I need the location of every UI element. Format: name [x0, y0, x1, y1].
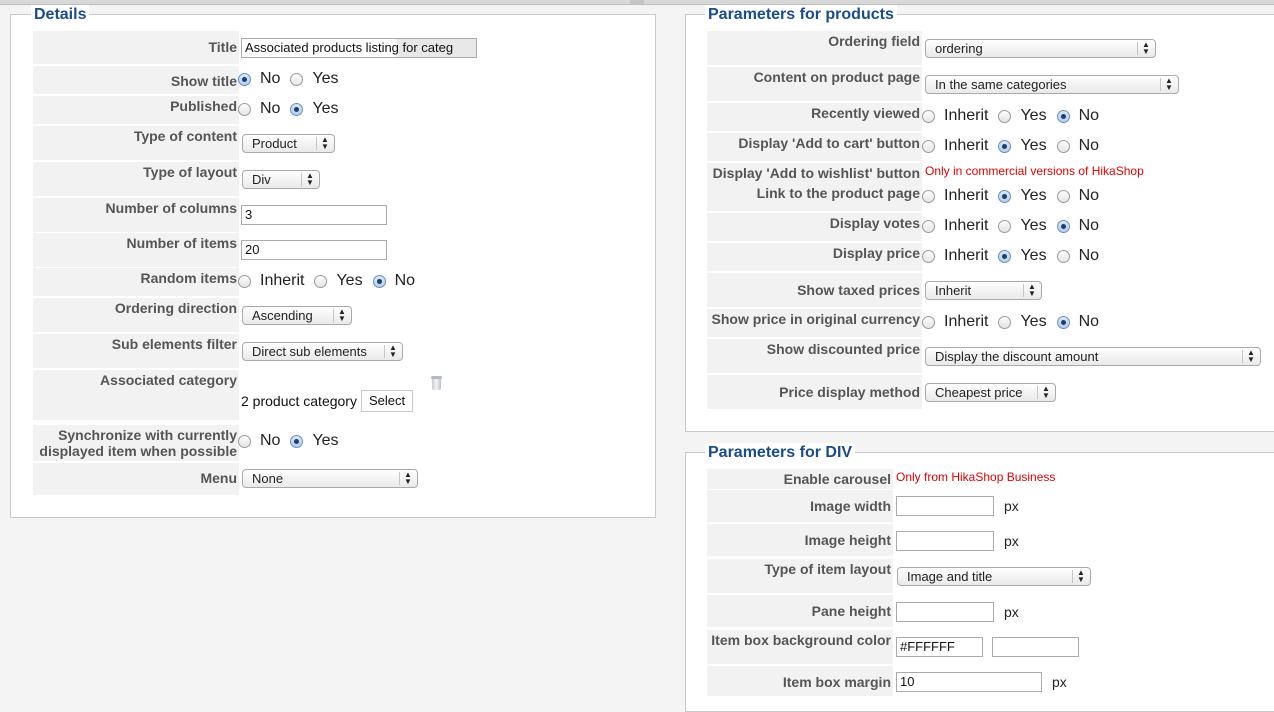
ordering-direction-label: Ordering direction — [33, 298, 239, 332]
sub-elements-filter-value: Direct sub elements — [252, 344, 367, 359]
updown-arrows-icon: ▲ ▼ — [306, 171, 314, 187]
random-items-no-label: No — [394, 272, 416, 289]
associated-category-value: 2 product category — [241, 393, 357, 409]
price-display-method-label: Price display method — [707, 375, 922, 409]
display-votes-yes-radio[interactable] — [998, 220, 1011, 233]
ordering-field-value: ordering — [935, 41, 983, 56]
original-currency-no-label: No — [1078, 313, 1100, 330]
link-to-product-inherit-label: Inherit — [944, 187, 989, 204]
display-price-inherit-radio[interactable] — [922, 250, 935, 263]
recently-viewed-inherit-radio[interactable] — [922, 110, 935, 123]
show-taxed-prices-select[interactable] — [925, 281, 1042, 300]
add-to-cart-yes-radio[interactable] — [998, 140, 1011, 153]
box-margin-label: Item box margin — [707, 666, 893, 696]
title-input[interactable]: Associated products listing for categ — [241, 38, 477, 58]
display-votes-no-radio[interactable] — [1057, 220, 1070, 233]
number-of-items-label: Number of items — [33, 233, 239, 267]
select-category-button[interactable]: Select — [361, 390, 413, 412]
original-currency-yes-radio[interactable] — [998, 316, 1011, 329]
content-on-product-page-label: Content on product page — [707, 67, 922, 101]
content-on-product-page-select[interactable] — [925, 75, 1179, 94]
price-display-method-select[interactable] — [925, 383, 1056, 402]
menu-select[interactable] — [242, 469, 418, 488]
item-layout-select[interactable] — [897, 567, 1091, 586]
random-items-inherit-radio[interactable] — [238, 275, 251, 288]
original-currency-yes-label: Yes — [1020, 313, 1047, 330]
ordering-field-label: Ordering field — [707, 31, 922, 65]
synchronize-yes-label: Yes — [312, 432, 339, 449]
random-items-yes-label: Yes — [336, 272, 363, 289]
synchronize-no-label: No — [260, 432, 281, 449]
wishlist-notice: Only in commercial versions of HikaShop — [925, 164, 1144, 178]
display-votes-no-label: No — [1078, 217, 1100, 234]
ordering-field-select[interactable] — [925, 39, 1156, 58]
original-currency-no-radio[interactable] — [1057, 316, 1070, 329]
add-to-cart-inherit-radio[interactable] — [922, 140, 935, 153]
published-label: Published — [33, 96, 239, 124]
link-to-product-yes-label: Yes — [1020, 187, 1047, 204]
carousel-label: Enable carousel — [707, 469, 893, 489]
updown-arrows-icon: ▲ ▼ — [321, 135, 329, 151]
box-margin-input[interactable]: 10 — [896, 672, 1042, 692]
recently-viewed-inherit-label: Inherit — [944, 107, 989, 124]
box-margin-unit: px — [1052, 674, 1067, 690]
div-panel-title: Parameters for DIV — [705, 443, 855, 463]
link-to-product-inherit-radio[interactable] — [922, 190, 935, 203]
image-width-label: Image width — [707, 490, 893, 522]
trash-icon[interactable] — [431, 375, 442, 390]
pane-height-unit: px — [1004, 604, 1019, 620]
image-height-label: Image height — [707, 524, 893, 556]
box-bg-color-label: Item box background color — [707, 630, 893, 664]
link-to-product-no-label: No — [1078, 187, 1100, 204]
add-to-cart-yes-label: Yes — [1020, 137, 1047, 154]
item-layout-label: Type of item layout — [707, 559, 893, 593]
updown-arrows-icon: ▲ ▼ — [1077, 568, 1085, 584]
window-top-bar — [0, 0, 1274, 5]
add-to-cart-no-radio[interactable] — [1057, 140, 1070, 153]
add-to-cart-label: Display 'Add to cart' button — [707, 133, 922, 161]
associated-category-label: Associated category — [33, 370, 239, 420]
random-items-no-radio[interactable] — [373, 275, 386, 288]
details-panel-title: Details — [31, 5, 89, 25]
show-title-no-label: No — [260, 70, 281, 87]
synchronize-yes-radio[interactable] — [290, 435, 303, 448]
number-of-columns-label: Number of columns — [33, 198, 239, 232]
display-votes-inherit-label: Inherit — [944, 217, 989, 234]
number-of-items-input[interactable]: 20 — [241, 240, 387, 260]
display-price-yes-radio[interactable] — [998, 250, 1011, 263]
link-to-product-no-radio[interactable] — [1057, 190, 1070, 203]
recently-viewed-label: Recently viewed — [707, 103, 922, 131]
updown-arrows-icon: ▲ ▼ — [1042, 384, 1050, 400]
type-of-content-label: Type of content — [33, 126, 239, 160]
show-taxed-prices-value: Inherit — [935, 283, 972, 298]
recently-viewed-yes-radio[interactable] — [998, 110, 1011, 123]
show-title-label: Show title — [33, 66, 239, 94]
pane-height-label: Pane height — [707, 595, 893, 627]
add-to-cart-no-label: No — [1078, 137, 1100, 154]
ordering-direction-select[interactable] — [242, 306, 352, 325]
image-width-input[interactable] — [896, 496, 994, 516]
type-of-layout-label: Type of layout — [33, 162, 239, 196]
updown-arrows-icon: ▲ ▼ — [1028, 282, 1036, 298]
display-price-no-label: No — [1078, 247, 1100, 264]
published-no-label: No — [260, 100, 281, 117]
display-price-inherit-label: Inherit — [944, 247, 989, 264]
type-of-content-select[interactable] — [242, 134, 335, 153]
original-currency-inherit-radio[interactable] — [922, 316, 935, 329]
original-currency-label: Show price in original currency — [707, 309, 922, 337]
products-panel-title: Parameters for products — [705, 5, 897, 25]
updown-arrows-icon: ▲ ▼ — [1142, 40, 1150, 56]
show-title-yes-label: Yes — [312, 70, 339, 87]
discounted-price-value: Display the discount amount — [935, 349, 1099, 364]
synchronize-no-radio[interactable] — [238, 435, 251, 448]
recently-viewed-yes-label: Yes — [1020, 107, 1047, 124]
random-items-label: Random items — [33, 268, 239, 296]
title-label: Title — [33, 31, 239, 64]
display-votes-label: Display votes — [707, 213, 922, 241]
original-currency-inherit-label: Inherit — [944, 313, 989, 330]
updown-arrows-icon: ▲ ▼ — [389, 343, 397, 359]
ordering-direction-value: Ascending — [252, 308, 313, 323]
updown-arrows-icon: ▲ ▼ — [1165, 76, 1173, 92]
box-bg-color-picker[interactable] — [992, 637, 1079, 657]
discounted-price-label: Show discounted price — [707, 339, 922, 373]
display-price-no-radio[interactable] — [1057, 250, 1070, 263]
content-on-product-page-value: In the same categories — [935, 77, 1067, 92]
show-title-no-radio[interactable] — [238, 73, 251, 86]
updown-arrows-icon: ▲ ▼ — [404, 470, 412, 486]
add-to-cart-inherit-label: Inherit — [944, 137, 989, 154]
show-title-yes-radio[interactable] — [290, 73, 303, 86]
menu-label: Menu — [33, 463, 239, 495]
type-of-layout-value: Div — [252, 172, 271, 187]
recently-viewed-no-radio[interactable] — [1057, 110, 1070, 123]
sub-elements-filter-select[interactable] — [242, 342, 403, 361]
recently-viewed-no-label: No — [1078, 107, 1100, 124]
item-layout-value: Image and title — [907, 569, 993, 584]
sub-elements-filter-label: Sub elements filter — [33, 334, 239, 368]
menu-value: None — [252, 471, 284, 486]
published-no-radio[interactable] — [238, 103, 251, 116]
link-to-product-label: Link to the product page — [707, 183, 922, 211]
type-of-layout-select[interactable] — [242, 170, 320, 189]
random-items-yes-radio[interactable] — [314, 275, 327, 288]
link-to-product-yes-radio[interactable] — [998, 190, 1011, 203]
show-taxed-prices-label: Show taxed prices — [707, 273, 922, 307]
type-of-content-value: Product — [252, 136, 297, 151]
display-price-yes-label: Yes — [1020, 247, 1047, 264]
number-of-columns-input[interactable]: 3 — [241, 205, 387, 225]
image-width-unit: px — [1004, 498, 1019, 514]
published-yes-label: Yes — [312, 100, 339, 117]
published-yes-radio[interactable] — [290, 103, 303, 116]
updown-arrows-icon: ▲ ▼ — [338, 307, 346, 323]
image-height-unit: px — [1004, 533, 1019, 549]
image-height-input[interactable] — [896, 531, 994, 551]
discounted-price-select[interactable] — [925, 347, 1261, 366]
display-votes-inherit-radio[interactable] — [922, 220, 935, 233]
pane-height-input[interactable] — [896, 602, 994, 622]
carousel-notice: Only from HikaShop Business — [896, 470, 1056, 484]
random-items-inherit-label: Inherit — [260, 272, 305, 289]
updown-arrows-icon: ▲ ▼ — [1247, 348, 1255, 364]
display-votes-yes-label: Yes — [1020, 217, 1047, 234]
synchronize-label: Synchronize with currently displayed item when possible — [33, 425, 239, 461]
add-to-wishlist-label: Display 'Add to wishlist' button — [707, 163, 922, 183]
display-price-label: Display price — [707, 243, 922, 271]
box-bg-color-input[interactable]: #FFFFFF — [896, 637, 983, 657]
window-notch — [630, 0, 644, 4]
price-display-method-value: Cheapest price — [935, 385, 1023, 400]
